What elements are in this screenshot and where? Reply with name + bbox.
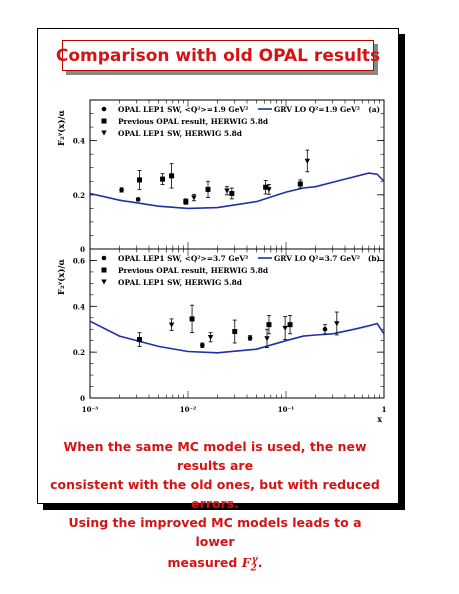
data-point-square (190, 316, 195, 321)
data-point-square (232, 329, 237, 334)
y-tick-label: 0.6 (72, 256, 85, 266)
y-axis-label: F₂ᵞ(x)/α (57, 258, 67, 296)
data-point-circle (248, 336, 253, 341)
legend-marker-circle (102, 256, 107, 261)
data-point-square (229, 191, 234, 196)
legend-marker-triangle (101, 280, 106, 285)
legend-label: OPAL LEP1 SW, <Q²>=1.9 GeV² (118, 105, 249, 114)
panel-label: (b) (367, 254, 380, 263)
data-point-triangle (191, 195, 196, 200)
data-point-triangle (169, 322, 174, 327)
data-point-square (160, 177, 165, 182)
legend-marker-square (102, 119, 107, 124)
y-tick-label: 0 (80, 245, 85, 254)
data-point-triangle (305, 159, 310, 164)
grv-curve (90, 173, 384, 208)
x-tick-label: 10⁻² (179, 405, 197, 414)
data-point-square (137, 177, 142, 182)
data-point-square (206, 187, 211, 192)
x-tick-label: 10⁻³ (81, 405, 99, 414)
y-tick-label: 0.4 (72, 136, 85, 146)
f2-subscript: 2 (250, 563, 257, 574)
x-tick-label: 1 (381, 405, 387, 414)
x-axis-label: x (377, 414, 382, 424)
legend-marker-triangle (101, 131, 106, 136)
data-point-triangle (208, 335, 213, 340)
caption (50, 437, 380, 579)
f2-superscript: γ (251, 555, 258, 565)
slide-title: Comparison with old OPAL results (55, 45, 381, 66)
y-tick-label: 0.4 (72, 302, 85, 312)
data-point-square (298, 181, 303, 186)
data-point-circle (323, 327, 328, 332)
data-point-square (137, 337, 142, 342)
legend-label: Previous OPAL result, HERWIG 5.8d (118, 266, 269, 275)
panel-label: (a) (368, 105, 380, 114)
data-point-triangle (334, 321, 339, 326)
data-point-square (183, 199, 188, 204)
legend-label: OPAL LEP1 SW, HERWIG 5.8d (118, 278, 242, 287)
chart-panel-b (56, 249, 387, 424)
f2-symbol (241, 555, 258, 574)
data-point-circle (136, 197, 141, 202)
f2-letter: F (241, 555, 251, 571)
data-point-triangle (264, 336, 269, 341)
legend-label: OPAL LEP1 SW, <Q²>=3.7 GeV² (118, 254, 249, 263)
caption-line-4-suffix: . (257, 555, 263, 571)
y-axis-label: F₂ᵞ(x)/α (57, 109, 67, 147)
legend-marker-circle (102, 107, 107, 112)
data-point-circle (119, 188, 124, 193)
caption-line-3: Using the improved MC models leads to a lower (68, 515, 362, 549)
y-tick-label: 0.2 (72, 190, 85, 200)
caption-line-1: When the same MC model is used, the new results are (63, 439, 367, 473)
legend-label: OPAL LEP1 SW, HERWIG 5.8d (118, 129, 242, 138)
data-point-circle (200, 343, 205, 348)
data-point-square (266, 322, 271, 327)
data-point-square (169, 173, 174, 178)
x-tick-label: 10⁻¹ (277, 405, 295, 414)
grv-curve (90, 321, 384, 353)
legend-curve-label: GRV LO Q²=3.7 GeV² (274, 254, 360, 263)
data-point-triangle (282, 326, 287, 331)
chart-panel-a (56, 100, 384, 254)
legend-marker-square (102, 268, 107, 273)
caption-line-2: consistent with the old ones, but with reduced errors. (50, 477, 380, 511)
y-tick-label: 0.2 (72, 348, 85, 358)
legend-label: Previous OPAL result, HERWIG 5.8d (118, 117, 269, 126)
y-tick-label: 0 (80, 394, 85, 403)
caption-line-4 (50, 551, 380, 579)
legend-curve-label: GRV LO Q²=1.9 GeV² (274, 105, 360, 114)
data-point-square (288, 322, 293, 327)
caption-line-4-prefix: measured (167, 555, 238, 571)
data-point-triangle (224, 189, 229, 194)
